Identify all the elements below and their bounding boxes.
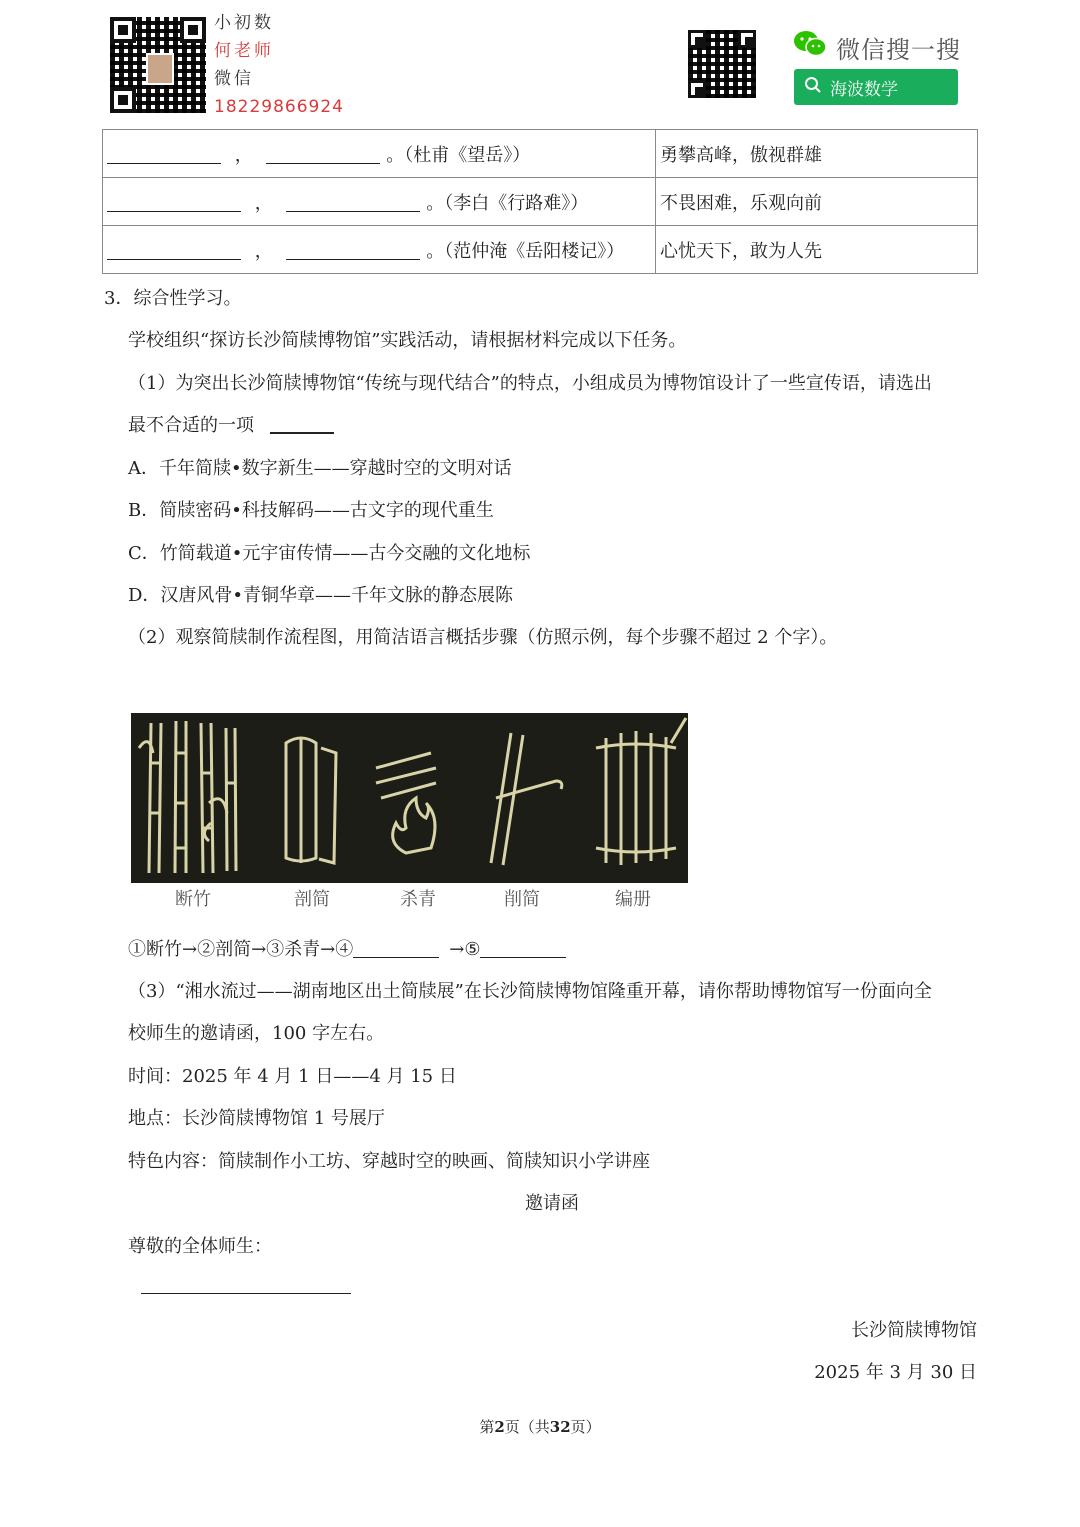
letter-date: 2025 年 3 月 30 日 (814, 1362, 977, 1383)
poem-source: 。（杜甫《望岳》） (386, 144, 531, 166)
option-d: D．汉唐风骨•青铜华章——千年文脉的静态展陈 (128, 585, 514, 606)
event-time: 时间：2025 年 4 月 1 日——4 月 15 日 (128, 1066, 457, 1087)
subquestion-1-line-2 (128, 411, 334, 437)
question-heading: 3．综合性学习。 (104, 288, 242, 309)
meaning-cell: 不畏困难，乐观向前 (656, 178, 978, 226)
header-phone: 18229866924 (214, 97, 344, 117)
poem-source: 。（范仲淹《岳阳楼记》） (426, 240, 625, 262)
figure-label-4: 削简 (504, 889, 540, 910)
letter-answer-line[interactable] (141, 1293, 351, 1294)
wechat-search-button[interactable] (794, 69, 958, 105)
header-contact (214, 9, 344, 121)
poem-cell (103, 178, 656, 226)
figure-label-5: 编册 (615, 889, 651, 910)
letter-salutation: 尊敬的全体师生： (128, 1236, 272, 1257)
poem-table (102, 129, 978, 274)
option-a: A．千年简牍•数字新生——穿越时空的文明对话 (128, 458, 512, 479)
answer-blank[interactable] (107, 145, 221, 164)
answer-blank[interactable] (107, 193, 241, 212)
footer-middle: 页（共 (504, 1418, 550, 1436)
subquestion-3-line-1: （3）“湘水流过——湖南地区出土简牍展”在长沙简牍博物馆隆重开幕，请你帮助博物馆写一份面向全 (128, 981, 932, 1002)
search-icon (804, 76, 822, 99)
figure-label-2: 剖简 (294, 889, 330, 910)
wechat-search-title: 微信搜一搜 (836, 36, 961, 64)
answer-blank[interactable] (480, 939, 566, 958)
letter-signature: 长沙简牍博物馆 (851, 1320, 977, 1341)
page-total: 32 (549, 1418, 571, 1436)
header-line-1: 小初数 (214, 13, 274, 33)
footer-prefix: 第 (479, 1418, 495, 1436)
header-line-3: 微信 (214, 69, 254, 89)
meaning-cell: 勇攀高峰，傲视群雄 (656, 130, 978, 178)
figure-label-1: 断竹 (175, 889, 211, 910)
bound-slips-icon (596, 718, 686, 865)
answer-blank[interactable] (286, 193, 420, 212)
qr-code-right (688, 30, 756, 98)
process-step-5: →⑤ (449, 939, 481, 960)
event-features: 特色内容：简牍制作小工坊、穿越时空的映画、简牍知识小学讲座 (128, 1151, 650, 1172)
wechat-search-button-label: 海波数学 (830, 79, 898, 100)
question-intro: 学校组织“探访长沙简牍博物馆”实践活动，请根据材料完成以下任务。 (128, 330, 687, 351)
letter-title: 邀请函 (525, 1193, 579, 1214)
process-illustration (131, 713, 688, 883)
separator: ， (254, 240, 273, 262)
table-row (103, 226, 978, 274)
knife-icon (491, 733, 562, 865)
poem-cell (103, 226, 656, 274)
figure-label-3: 杀青 (400, 889, 436, 910)
subquestion-1-line-1: （1）为突出长沙简牍博物馆“传统与现代结合”的特点，小组成员为博物馆设计了一些宣传语，请选出 (128, 373, 932, 394)
split-tube-icon (286, 738, 336, 863)
answer-blank[interactable] (266, 145, 380, 164)
header-line-2: 何老师 (214, 41, 274, 61)
subquestion-3-line-2: 校师生的邀请函，100 字左右。 (128, 1023, 385, 1044)
separator: ， (254, 192, 273, 214)
answer-blank[interactable] (270, 414, 334, 434)
event-place: 地点：长沙简牍博物馆 1 号展厅 (128, 1108, 385, 1129)
page-number: 2 (494, 1418, 505, 1436)
fire-icon (376, 753, 436, 853)
bamboo-icon (139, 721, 236, 873)
qr-code-left (110, 17, 206, 113)
poem-source: 。（李白《行路难》） (426, 192, 589, 214)
meaning-cell: 心忧天下，敢为人先 (656, 226, 978, 274)
subquestion-2: （2）观察简牍制作流程图，用简洁语言概括步骤（仿照示例，每个步骤不超过 2 个字）。 (128, 627, 838, 648)
poem-cell (103, 130, 656, 178)
process-steps (128, 935, 566, 961)
table-row (103, 178, 978, 226)
subquestion-1-text: 最不合适的一项 (128, 415, 254, 436)
option-b: B．简牍密码•科技解码——古文字的现代重生 (128, 500, 494, 521)
option-c: C．竹简载道•元宇宙传情——古今交融的文化地标 (128, 543, 531, 564)
footer-suffix: 页） (570, 1418, 601, 1436)
wechat-icon (793, 30, 827, 58)
answer-blank[interactable] (353, 939, 439, 958)
answer-blank[interactable] (107, 241, 241, 260)
answer-blank[interactable] (286, 241, 420, 260)
separator: ， (234, 144, 253, 166)
page-footer (0, 1416, 1080, 1437)
bamboo-slip-process-figure (131, 713, 688, 911)
avatar (146, 53, 174, 85)
table-row (103, 130, 978, 178)
process-steps-text: ①断竹→②剖简→③杀青→④ (128, 939, 354, 960)
